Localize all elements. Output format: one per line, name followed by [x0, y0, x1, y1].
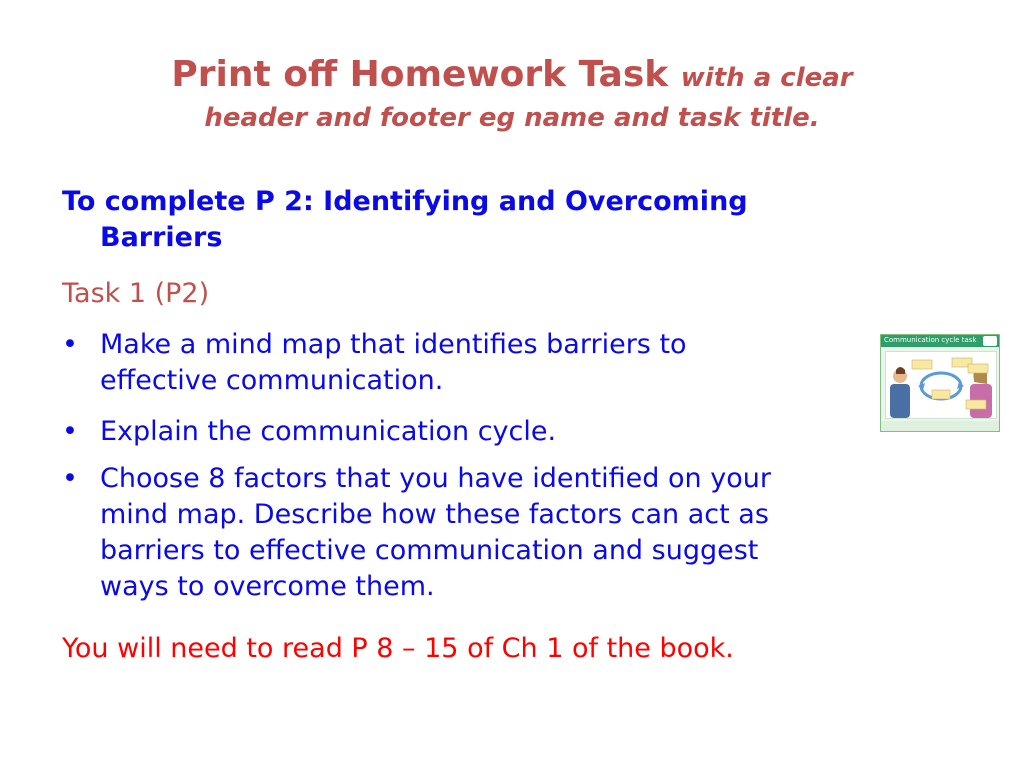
- title-italic-tail: with a clear: [680, 63, 853, 93]
- slide-title: [60, 52, 964, 135]
- bullet-text: [100, 461, 771, 605]
- bullet-icon: •: [62, 416, 78, 447]
- bullet-line: Choose 8 factors that you have identified on your: [100, 463, 771, 494]
- bullet-line: Explain the communication cycle.: [100, 416, 557, 447]
- bullet-line: Make a mind map that identifies barriers to: [100, 329, 687, 360]
- logo-icon: [983, 336, 997, 346]
- bullet-line: effective communication.: [100, 365, 444, 396]
- bullet-line: mind map. Describe how these factors can act as: [100, 499, 769, 530]
- thumbnail-title: Communication cycle task: [884, 336, 977, 344]
- title-main: Print off Homework Task: [171, 54, 669, 95]
- thumbnail-illustration: [885, 351, 997, 419]
- title-line-2: header and footer eg name and task title.: [204, 103, 820, 133]
- bullet-icon: •: [62, 329, 78, 360]
- bullet-line: barriers to effective communication and suggest: [100, 535, 759, 566]
- task-heading: [62, 184, 902, 256]
- bullet-icon: •: [62, 463, 78, 494]
- bullet-line: ways to overcome them.: [100, 571, 435, 602]
- bullet-text: [100, 327, 687, 399]
- thumbnail-title-bar: [881, 335, 999, 347]
- task-label: Task 1 (P2): [62, 278, 210, 309]
- communication-cycle-icon: [886, 352, 996, 418]
- task-heading-line-2: Barriers: [100, 222, 223, 253]
- title-line-1: [60, 52, 964, 101]
- reading-note: You will need to read P 8 – 15 of Ch 1 of the book.: [62, 633, 734, 664]
- bullet-text: [100, 414, 556, 450]
- task-heading-line-1: To complete P 2: Identifying and Overcoming: [62, 186, 748, 217]
- thumbnail-footer: [881, 421, 999, 431]
- communication-cycle-thumbnail: [880, 334, 1000, 432]
